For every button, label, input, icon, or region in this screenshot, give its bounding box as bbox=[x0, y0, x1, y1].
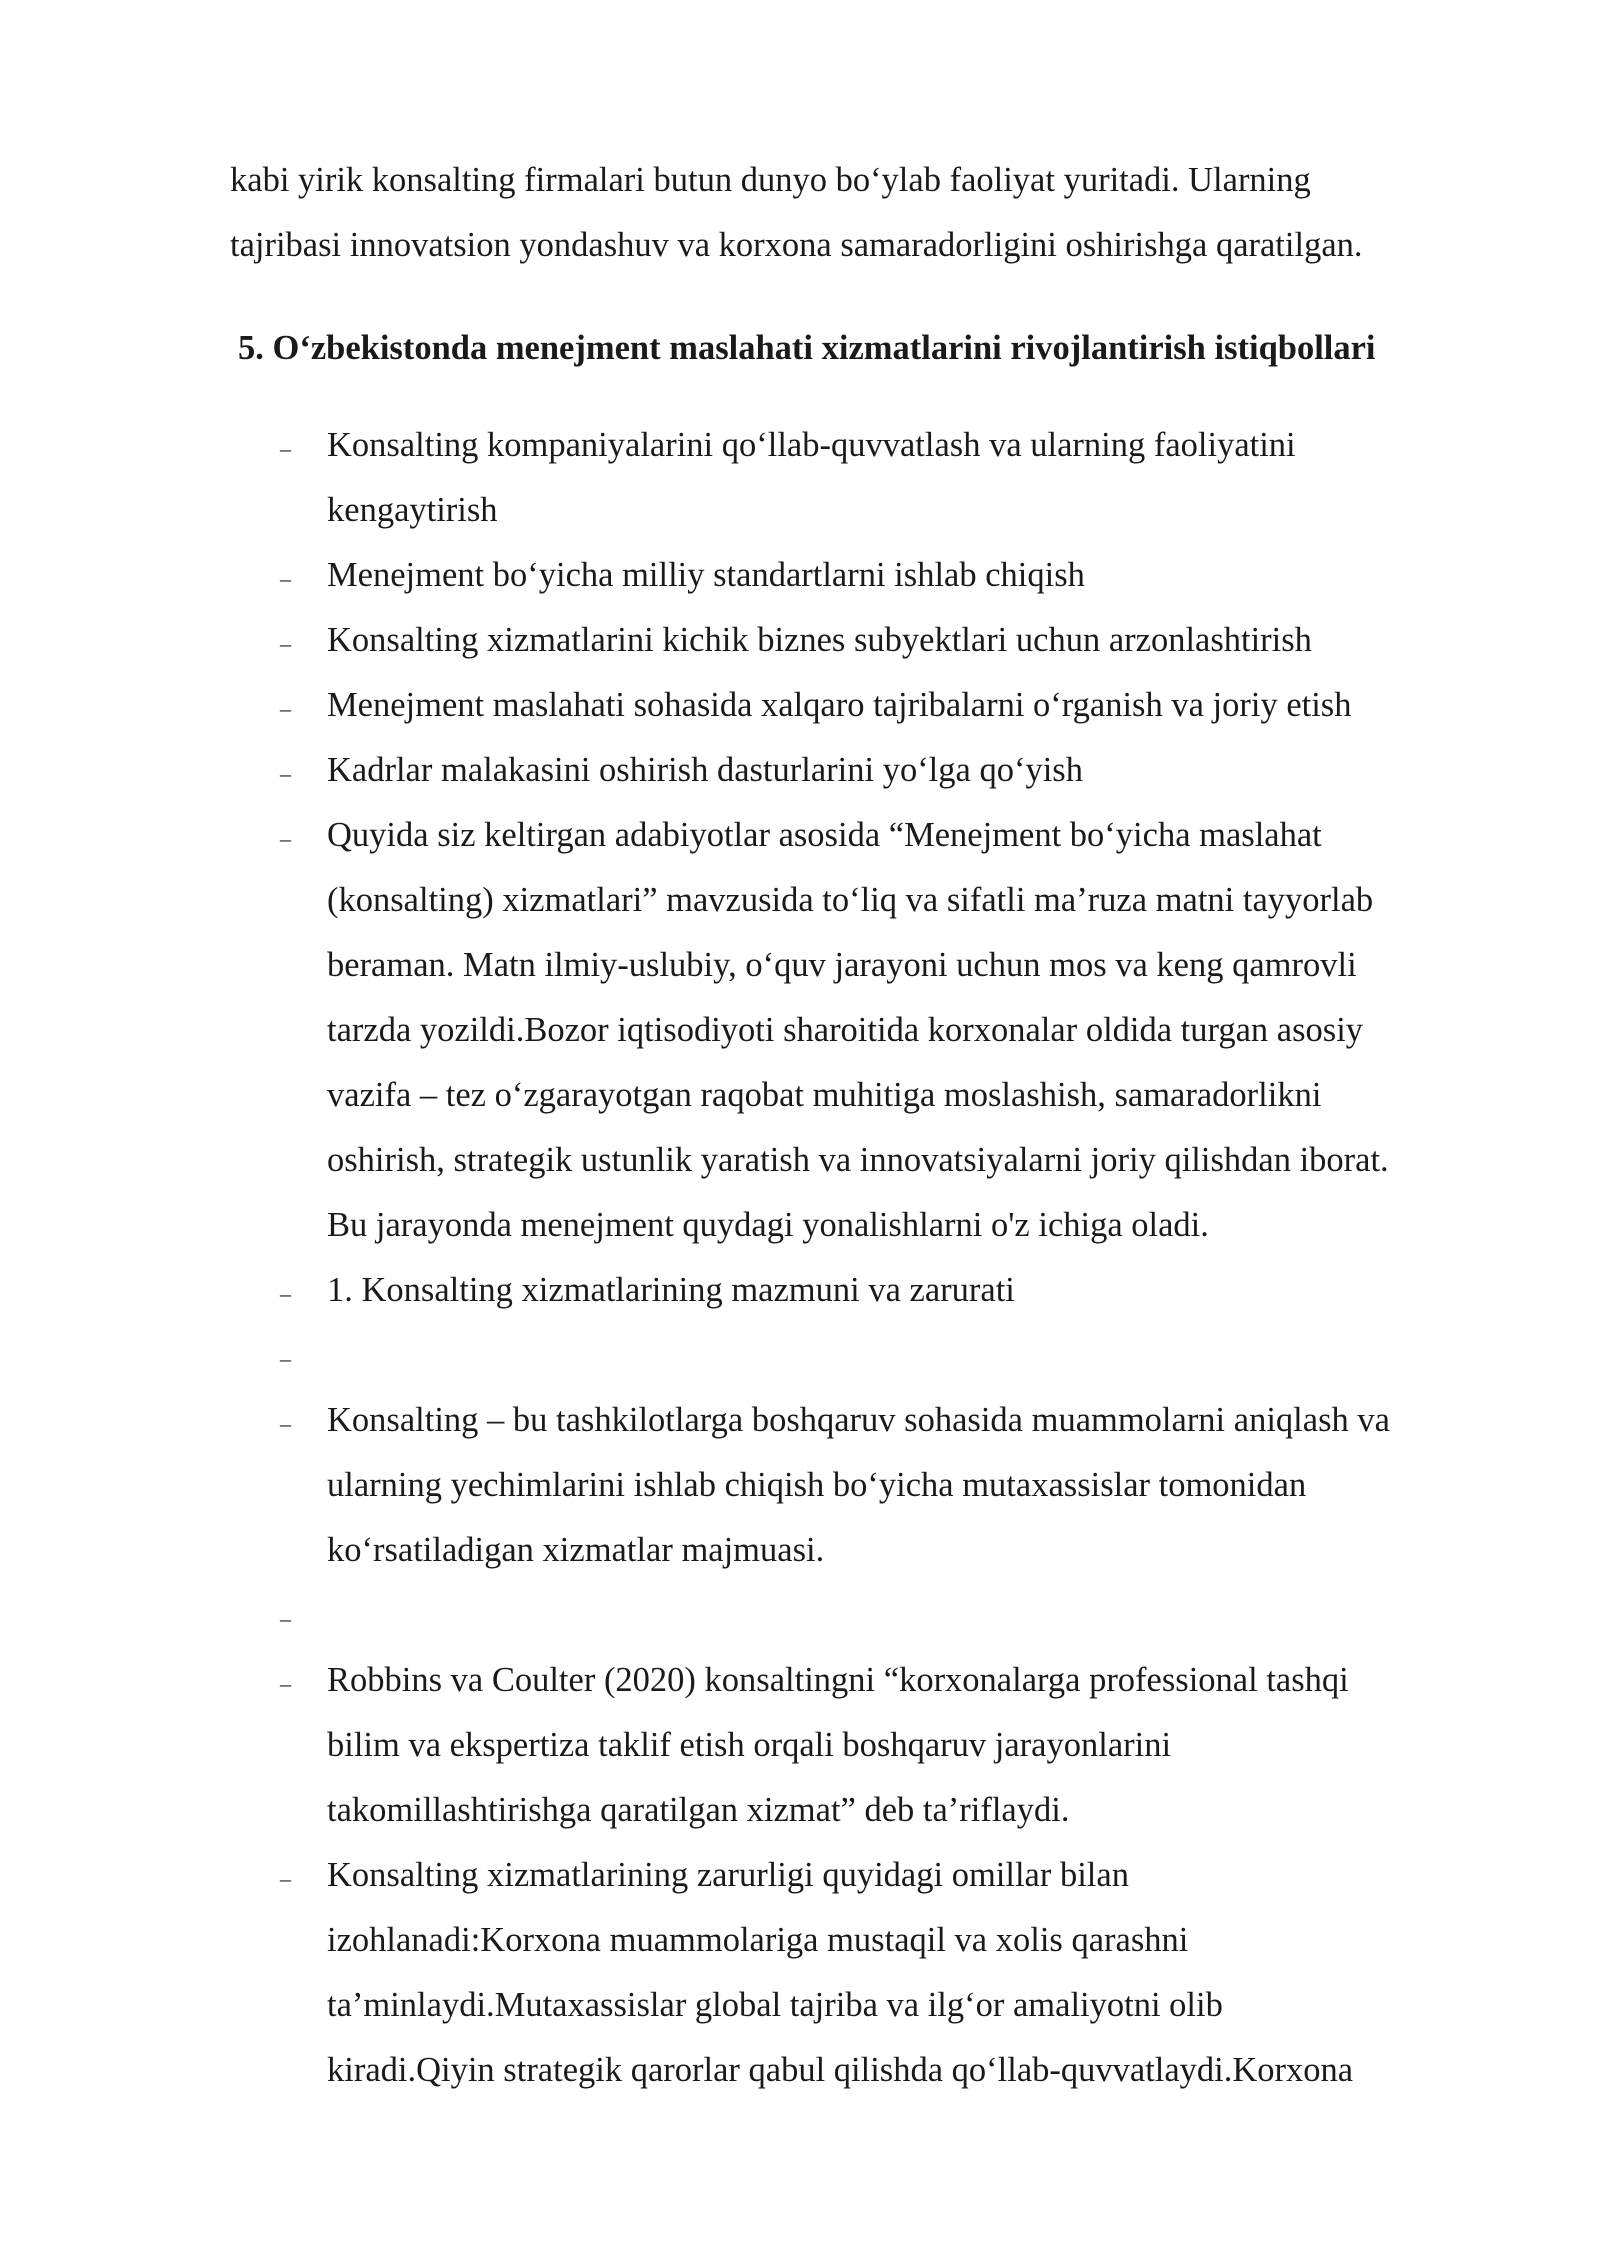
dash-bullet: – bbox=[280, 1346, 291, 1371]
list-item bbox=[230, 1258, 1540, 1323]
list-item-line: Kadrlar malakasini oshirish dasturlarini yo‘lga qo‘yish bbox=[327, 751, 1083, 789]
list-item-line: izohlanadi:Korxona muammolariga mustaqil va xolis qarashni bbox=[327, 1921, 1189, 1959]
list-item-line: beraman. Matn ilmiy-uslubiy, o‘quv jarayoni uchun mos va keng qamrovli bbox=[327, 946, 1357, 984]
dash-bullet: – bbox=[280, 761, 291, 786]
list-item-line: kengaytirish bbox=[327, 491, 498, 529]
list-item-line: Robbins va Coulter (2020) konsaltingni “korxonalarga professional tashqi bbox=[327, 1661, 1349, 1699]
list-item-line: Menejment bo‘yicha milliy standartlarni ishlab chiqish bbox=[327, 556, 1085, 594]
list-item bbox=[230, 608, 1540, 673]
dash-bullet: – bbox=[280, 826, 291, 851]
dash-bullet: – bbox=[280, 1671, 291, 1696]
list-item-line: 1. Konsalting xizmatlarining mazmuni va zarurati bbox=[327, 1271, 1015, 1309]
list-item bbox=[230, 1388, 1540, 1583]
list-item-line: ularning yechimlarini ishlab chiqish bo‘yicha mutaxassislar tomonidan bbox=[327, 1466, 1307, 1504]
dash-bullet: – bbox=[280, 696, 291, 721]
list-item-line: takomillashtirishga qaratilgan xizmat” deb ta’riflaydi. bbox=[327, 1791, 1070, 1829]
dash-bullet: – bbox=[280, 436, 291, 461]
section-heading: 5. O‘zbekistonda menejment maslahati xizmatlarini rivojlantirish istiqbollari bbox=[238, 329, 1376, 367]
list-item bbox=[230, 543, 1540, 608]
intro-line: kabi yirik konsalting firmalari butun dunyo bo‘ylab faoliyat yuritadi. Ularning bbox=[230, 161, 1311, 199]
dash-bullet: – bbox=[280, 1606, 291, 1631]
dash-bullet: – bbox=[280, 566, 291, 591]
list-item bbox=[230, 1843, 1540, 2103]
intro-line: tajribasi innovatsion yondashuv va korxona samaradorligini oshirishga qaratilgan. bbox=[230, 226, 1363, 264]
list-item bbox=[230, 738, 1540, 803]
bullet-list bbox=[230, 413, 1540, 2103]
list-item bbox=[230, 1583, 1540, 1648]
list-item bbox=[230, 673, 1540, 738]
list-item-line: Konsalting xizmatlarini kichik biznes subyektlari uchun arzonlashtirish bbox=[327, 621, 1312, 659]
list-item-line: oshirish, strategik ustunlik yaratish va innovatsiyalarni joriy qilishdan iborat. bbox=[327, 1141, 1389, 1179]
list-item-line: tarzda yozildi.Bozor iqtisodiyoti sharoitida korxonalar oldida turgan asosiy bbox=[327, 1011, 1364, 1049]
list-item-line: Bu jarayonda menejment quydagi yonalishlarni o'z ichiga oladi. bbox=[327, 1206, 1209, 1244]
list-item bbox=[230, 803, 1540, 1258]
intro-paragraph bbox=[230, 148, 1520, 278]
list-item-line: kiradi.Qiyin strategik qarorlar qabul qilishda qo‘llab-quvvatlaydi.Korxona bbox=[327, 2051, 1354, 2089]
list-item-line: ta’minlaydi.Mutaxassislar global tajriba va ilg‘or amaliyotni olib bbox=[327, 1986, 1223, 2024]
list-item-line: Quyida siz keltirgan adabiyotlar asosida “Menejment bo‘yicha maslahat bbox=[327, 816, 1322, 854]
list-item bbox=[230, 413, 1540, 543]
list-item-line: vazifa – tez o‘zgarayotgan raqobat muhitiga moslashish, samaradorlikni bbox=[327, 1076, 1322, 1114]
list-item-line: Konsalting xizmatlarining zarurligi quyidagi omillar bilan bbox=[327, 1856, 1129, 1894]
list-item-line: Menejment maslahati sohasida xalqaro tajribalarni o‘rganish va joriy etish bbox=[327, 686, 1352, 724]
list-item-line: Konsalting kompaniyalarini qo‘llab-quvvatlash va ularning faoliyatini bbox=[327, 426, 1296, 464]
list-item-line: (konsalting) xizmatlari” mavzusida to‘liq va sifatli ma’ruza matni tayyorlab bbox=[327, 881, 1374, 919]
list-item-line: ko‘rsatiladigan xizmatlar majmuasi. bbox=[327, 1531, 825, 1569]
dash-bullet: – bbox=[280, 1866, 291, 1891]
list-item-line: Konsalting – bu tashkilotlarga boshqaruv sohasida muammolarni aniqlash va bbox=[327, 1401, 1390, 1439]
dash-bullet: – bbox=[280, 631, 291, 656]
dash-bullet: – bbox=[280, 1281, 291, 1306]
list-item bbox=[230, 1648, 1540, 1843]
dash-bullet: – bbox=[280, 1411, 291, 1436]
list-item bbox=[230, 1323, 1540, 1388]
list-item-line: bilim va ekspertiza taklif etish orqali boshqaruv jarayonlarini bbox=[327, 1726, 1172, 1764]
